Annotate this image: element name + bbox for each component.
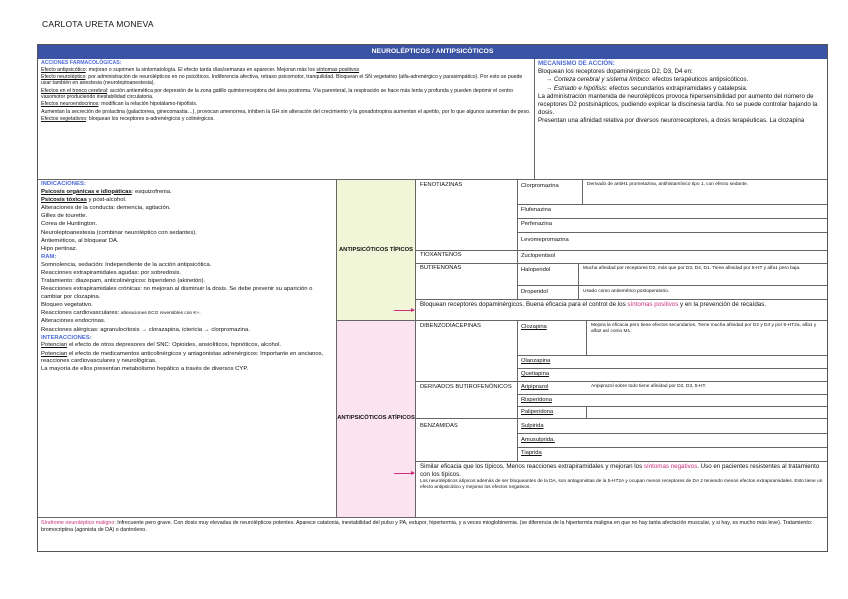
note-atipicos: Similar eficacia que los típicos. Menos reacciones extrapiramidales y mejoran los síntomas negativos. Uso en pacientes resistentes al tratamiento con los típicos. Los neurolépticos atípicos además de ser bloqueantes de la DA, son antagonistas de la 5-HT2A y ocupan menos receptores de DA 2 teniendo menos efectos extrapiramidales. Esto tiene un efecto antipsicótico y mejoran los efectos negativos. <box>420 463 823 491</box>
acciones-tronco: Efectos en el tronco cerebral: acción antiemética por depresión de la zona gatillo quimiorreceptora del área postrema. Vía parenteral, la respiración se hace más lenta y profunda y pueden deprimir el centro vasomotor produciendo inestabilidad circulatoria. <box>41 87 514 101</box>
drug-zuclopentisol: Zuclopentisol <box>521 253 556 259</box>
family-butifenonas: BUTIFENONAS <box>420 265 462 271</box>
drug-clozapina: Clozapina <box>521 324 547 330</box>
mecanismo-l5: Presentan una afinidad relativa por diversos neurorreceptores, a dosis terapéuticas. La clozapina <box>538 116 805 124</box>
family-derivados-butirofenonicos: DERIVADOS BUTIROFENÓNICOS <box>420 384 512 390</box>
mecanismo-l1: Bloquean los receptores dopaminérgicos D2, D3, D4 en: <box>538 67 693 75</box>
sheet-title: NEUROLÉPTICOS / ANTIPSICÓTICOS <box>38 45 827 59</box>
note-tipicos: Bloquean receptores dopaminérgicos. Buena eficacia para el control de los síntomas positivos y en la prevención de recaídas. <box>420 301 767 308</box>
author-name: CARLOTA URETA MONEVA <box>42 19 154 29</box>
drug-risperidona: Risperidona <box>521 397 552 403</box>
acciones-panel <box>38 59 535 180</box>
arrow-icon <box>394 473 414 474</box>
acciones-prolactina: Aumentan la secreción de prolactina (galactorrea, ginecomastia…), provocan amenorrea, inhiben la GH sin alteración del crecimiento y la gonadotropina aumentan el apetito, por lo que algunos aumentan de peso. <box>41 108 531 115</box>
sindrome-panel: Síndrome neuroléptico maligno: Infrecuente pero grave. Con dosis muy elevadas de neurolépticos potentes. Aparece catatonia, inestabilidad del pulso y PA, estupor, hipertermia, y a veces mioglobinemia. (se diferencia de la hipertermia maligna en que no hay tanta afectación muscular, y si hay, es mucho más leve). Tratamiento: bromocriptina (agonista de DA) o dantroleno. <box>41 520 813 534</box>
drug-levomepromazina: Levomepromazina <box>521 237 569 243</box>
mecanismo-l3: → Estriado e hipófisis: efectos secundarios extrapiramidales y catalepsia. <box>546 84 748 92</box>
drug-olanzapina: Olanzapina <box>521 358 551 364</box>
drug-aripiprazol: Aripiprazol <box>521 384 549 390</box>
note-clorpromazina: Derivado de antiH1 prometazina, antihistamínico tipo 1, con efecto sedante. <box>587 182 749 187</box>
acciones-title: ACCIONES FARMACOLÓGICAS: <box>41 60 122 66</box>
interacciones-title: INTERACCIONES: <box>41 334 92 341</box>
family-benzamidas: BENZAMIDAS <box>420 423 458 429</box>
note-haloperidol: Mucha afinidad por receptores D2, más que por D3, D4, D1. Tiene afinidad por 5-HT y alfa1 pero baja. <box>583 266 801 271</box>
drug-quetiapina: Quetiapina <box>521 371 550 377</box>
drug-clorpromazina: Clorpromazina <box>521 183 559 189</box>
drug-flufenazina: Flufenazina <box>521 207 551 213</box>
family-dibenzodiacepinas: DIBENZODIACEPINAS <box>420 323 481 329</box>
summary-sheet <box>37 44 828 552</box>
note-droperidol: Usado como antiemético postoperatorio. <box>583 289 670 294</box>
drug-sulpirida: Sulpirida <box>521 423 544 429</box>
mecanismo-title: MECANISMO DE ACCIÓN: <box>538 60 615 67</box>
arrow-icon: → <box>546 76 553 84</box>
indicaciones-panel: INDICACIONES: Psicosis orgánicas e idiopáticas: esquizofrenia. Psicosis tóxicas y post-alcohol. Alteraciones de la conducta: demencia, agitación. Gilles de tourette. Corea de Huntington. Neuroleptoanestesia (combinar neuroléptico con sedantes). Antieméticos, al bloquear DA. Hipo pertinaz. RAM: Somnolencia, sedación: Independiente de la acción antipsicótica. Reacciones extrapiramidales agudas: por sobredosis. Tratamiento: diazepam, anticolinérgicos: biperideno (akinetón). Reacciones extrapiramidales crónicas: no mejoran al disminuir la dosis. Se debe prevenir su aparición o cambiar por clozapina. Bloqueo vegetativo. Reacciones cardiovasculares: alteraciones ECG reversibles con K+. Alteraciones endocrinas. Reacciones alérgicas: agranulocitosis → clorazapina, ictericia → clorpromazina. INTERACCIONES: Potencian el efecto de otros depresores del SNC: Opioides, ansiolíticos, hipnóticos, alcohol. Potencian el efecto de medicamentos anticolinérgicos y antagonistas adrenérgicos: Importante en ancianos, reacciones cardiovasculares y neurológicas. La mayoría de ellos presentan metabolismo hepático a través de diversos CYP. <box>38 180 337 517</box>
family-fenotiazinas: FENOTIAZINAS <box>420 182 463 188</box>
sindrome-title: Síndrome neuroléptico maligno <box>41 520 115 526</box>
indicaciones-title: INDICACIONES: <box>41 181 86 187</box>
mecanismo-panel <box>535 59 827 180</box>
category-tipicos: ANTIPSICÓTICOS TÍPICOS <box>337 180 415 320</box>
acciones-antipsicotico: Efecto antipsicótico: mejoran o suprimen la sintomatología. El efecto tarda días/semanas en aparecer. Mejoran más los síntomas positivos <box>41 66 360 73</box>
mecanismo-l4: La administración mantenida de neurolépticos provoca hipersensibilidad por aumento del número de receptores D2 postsinápticos, pudiendo explicar la discinesia tardía. No se puede controlar bajando la dosis. <box>538 92 818 116</box>
category-atipicos: ANTIPSICÓTICOS ATÍPICOS <box>337 320 415 517</box>
drug-amusulprida: Amusulprida. <box>521 437 555 443</box>
note-clozapina: Mejora la eficacia pero tiene efectos secundarios. Tiene mucha afinidad por D2 y D4 y por 5-HT2a, alfa1 y alfa2 así como M1. <box>591 323 817 334</box>
acciones-neuroleptico: Efecto neuroléptico: por administración de neurolépticos en no psicóticos. Indiferencia afectiva, retraso psicomotor, tranquilidad. Bloquean el SN vegetativo (alfa-adrenérgico y parasimpático). Por esto se puede usar también en anestesia (neuroleptoanestesia). <box>41 73 523 87</box>
arrow-icon: → <box>546 84 553 92</box>
arrow-icon <box>394 310 414 311</box>
acciones-neuroendocrino: Efectos neuroendocrinos: modifican la relación hipotálamo-hipófisis. <box>41 101 198 108</box>
drug-haloperidol: Haloperidol <box>521 267 551 273</box>
drug-droperidol: Droperidol <box>521 289 548 295</box>
drug-paliperidona: Paliperidona <box>521 409 554 415</box>
mecanismo-l2: → Corteza cerebral y sistema límbico: efectos terapéuticos antipsicóticos. <box>546 76 749 84</box>
acciones-vegetativo: Efectos vegetativos: bloquean los receptores α-adrenérgicos y colinérgicos. <box>41 115 215 122</box>
note-aripiprazol: Aripiprazol sobre todo tiene afinidad por D2, D3, 5-HT. <box>591 384 707 389</box>
ram-title: RAM: <box>41 254 57 261</box>
drug-perfenazina: Perfenazina <box>521 221 552 227</box>
family-tioxantenos: TIOXANTENOS <box>420 252 462 258</box>
drug-tiaprida: Tiaprida <box>521 450 542 456</box>
